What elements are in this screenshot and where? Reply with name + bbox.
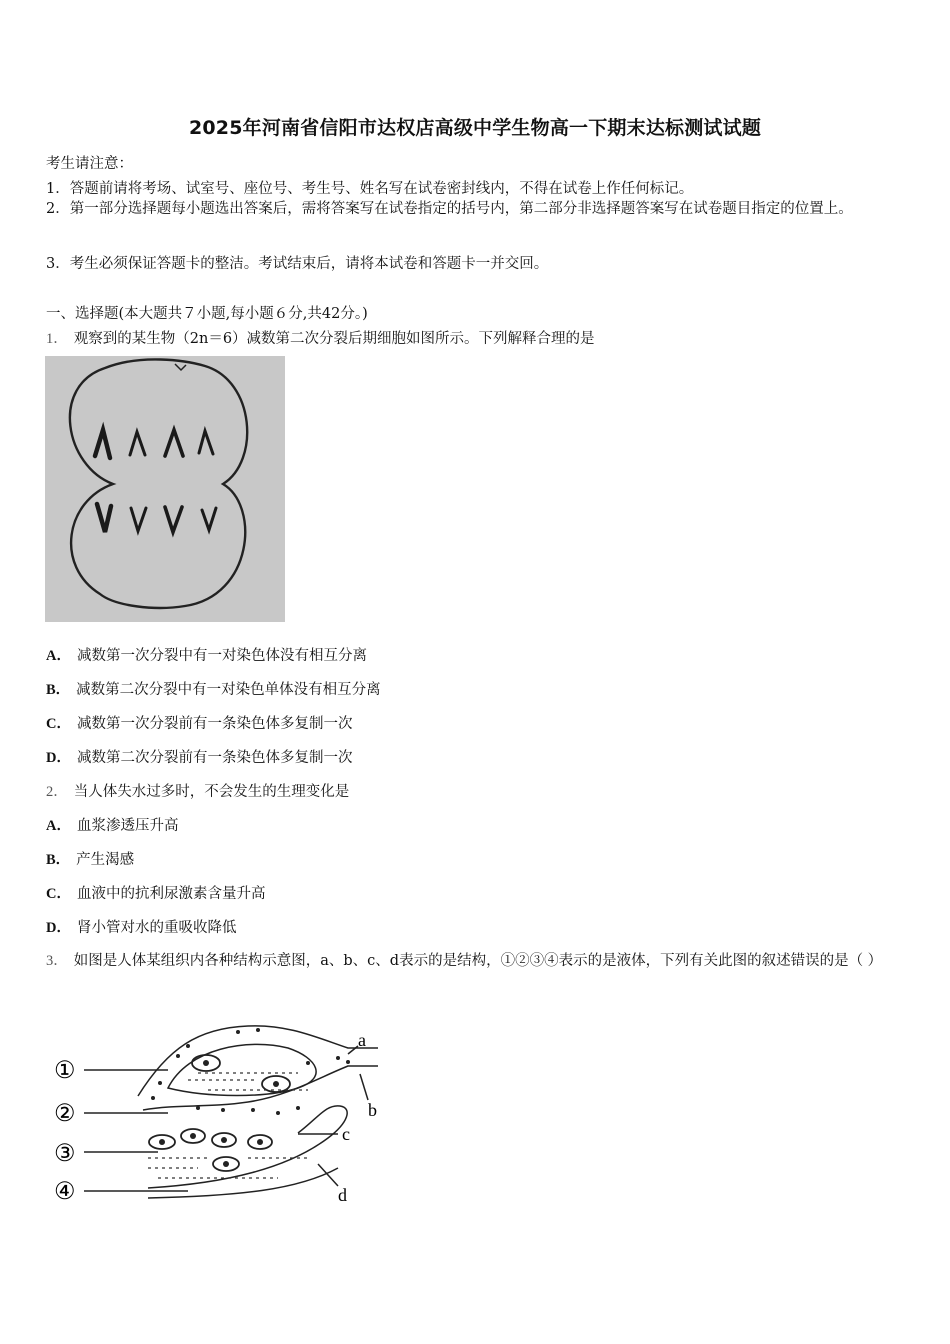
- label-fluid-1: ①: [54, 1058, 76, 1084]
- question-stem: 观察到的某生物（2n＝6）减数第二次分裂后期细胞如图所示。下列解释合理的是: [73, 331, 595, 347]
- question-number: 1．: [46, 331, 68, 347]
- question-stem: 当人体失水过多时，不会发生的生理变化是: [73, 784, 350, 800]
- label-fluid-4: ④: [54, 1179, 76, 1205]
- q1-option-d[interactable]: D． 减数第二次分裂前有一条染色体多复制一次: [46, 750, 353, 766]
- q2-option-b[interactable]: B． 产生渴感: [46, 852, 135, 868]
- question-1: [46, 327, 595, 348]
- notice-item-3: 3．考生必须保证答题卡的整洁。考试结束后，请将本试卷和答题卡一并交回。: [46, 256, 549, 272]
- page-title: 2025年河南省信阳市达权店高级中学生物高一下期末达标测试试题: [188, 117, 762, 139]
- question-3: [46, 946, 908, 977]
- q1-option-c[interactable]: C． 减数第一次分裂前有一条染色体多复制一次: [46, 716, 353, 732]
- label-structure-a: a: [358, 1030, 366, 1050]
- notice-item-2: 2．第一部分选择题每小题选出答案后，需将答案写在试卷指定的括号内，第二部分非选择题答案写在试卷题目指定的位置上。: [46, 201, 853, 217]
- notice-item-1: 1．答题前请将考场、试室号、座位号、考生号、姓名写在试卷密封线内，不得在试卷上作任何标记。: [46, 181, 694, 197]
- question-number: 2．: [46, 784, 68, 800]
- q2-option-a[interactable]: A． 血浆渗透压升高: [46, 818, 179, 834]
- q1-option-b[interactable]: B． 减数第二次分裂中有一对染色单体没有相互分离: [46, 682, 381, 698]
- label-structure-c: c: [342, 1124, 350, 1144]
- label-structure-d: d: [338, 1185, 347, 1205]
- label-fluid-3: ③: [54, 1141, 76, 1167]
- section-heading: 一、选择题(本大题共７小题,每小题６分,共42分。): [46, 306, 368, 322]
- q2-option-d[interactable]: D． 肾小管对水的重吸收降低: [46, 920, 237, 936]
- notice-heading: 考生请注意：: [46, 156, 133, 172]
- q1-option-a[interactable]: A． 减数第一次分裂中有一对染色体没有相互分离: [46, 648, 367, 664]
- tissue-structure-figure: [48, 1018, 393, 1213]
- cell-division-figure: [45, 356, 285, 622]
- label-fluid-2: ②: [54, 1101, 76, 1127]
- question-2: [46, 780, 349, 801]
- question-stem: 如图是人体某组织内各种结构示意图，a、b、c、d表示的是结构，①②③④表示的是液体，下列有关此图的叙述错误的是（ ）: [73, 953, 883, 969]
- label-structure-b: b: [368, 1100, 377, 1120]
- q2-option-c[interactable]: C． 血液中的抗利尿激素含量升高: [46, 886, 266, 902]
- question-number: 3．: [46, 953, 68, 969]
